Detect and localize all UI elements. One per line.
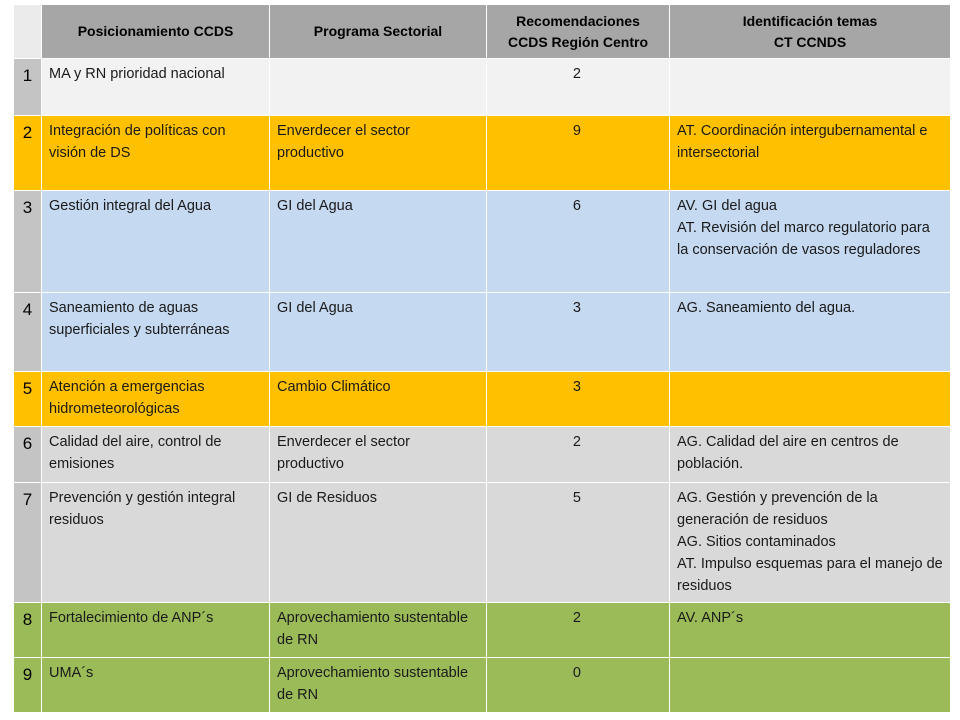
programa-cell: Cambio Climático (270, 372, 487, 427)
programa-cell: Enverdecer el sector productivo (270, 427, 487, 483)
posicionamiento-cell: Saneamiento de aguas superficiales y subterráneas (42, 293, 270, 372)
table-row (14, 603, 951, 658)
header-programa: Programa Sectorial (270, 5, 487, 59)
posicionamiento-cell: Gestión integral del Agua (42, 191, 270, 293)
row-number: 9 (14, 658, 42, 713)
temas-cell: AV. GI del agua AT. Revisión del marco regulatorio para la conservación de vasos reguladores (670, 191, 951, 293)
table-row (14, 293, 951, 372)
posicionamiento-cell: Atención a emergencias hidrometeorológicas (42, 372, 270, 427)
header-identificacion: Identificación temas CT CCNDS (670, 5, 951, 59)
temas-cell: AG. Gestión y prevención de la generación de residuos AG. Sitios contaminados AT. Impulso esquemas para el manejo de residuos (670, 483, 951, 603)
posicionamiento-cell: UMA´s (42, 658, 270, 713)
table-row (14, 658, 951, 713)
table-row (14, 372, 951, 427)
temas-cell: AV. ANP´s (670, 603, 951, 658)
temas-cell (670, 372, 951, 427)
recomendaciones-cell: 2 (487, 603, 670, 658)
temas-cell: AG. Saneamiento del agua. (670, 293, 951, 372)
posicionamiento-cell: Fortalecimiento de ANP´s (42, 603, 270, 658)
recomendaciones-cell: 6 (487, 191, 670, 293)
posicionamiento-cell: Prevención y gestión integral residuos (42, 483, 270, 603)
programa-cell (270, 59, 487, 116)
row-number: 6 (14, 427, 42, 483)
temas-cell (670, 658, 951, 713)
table-row (14, 191, 951, 293)
recomendaciones-cell: 2 (487, 427, 670, 483)
programa-cell: GI del Agua (270, 293, 487, 372)
header-corner-cell (14, 5, 42, 59)
row-number: 5 (14, 372, 42, 427)
table-row (14, 116, 951, 191)
ccds-table (13, 4, 951, 713)
posicionamiento-cell: Calidad del aire, control de emisiones (42, 427, 270, 483)
table-row (14, 427, 951, 483)
temas-cell (670, 59, 951, 116)
programa-cell: Aprovechamiento sustentable de RN (270, 658, 487, 713)
programa-cell: GI del Agua (270, 191, 487, 293)
programa-cell: GI de Residuos (270, 483, 487, 603)
programa-cell: Enverdecer el sector productivo (270, 116, 487, 191)
table-row (14, 483, 951, 603)
row-number: 3 (14, 191, 42, 293)
programa-cell: Aprovechamiento sustentable de RN (270, 603, 487, 658)
recomendaciones-cell: 3 (487, 372, 670, 427)
recomendaciones-cell: 9 (487, 116, 670, 191)
row-number: 8 (14, 603, 42, 658)
header-posicionamiento: Posicionamiento CCDS (42, 5, 270, 59)
row-number: 2 (14, 116, 42, 191)
posicionamiento-cell: MA y RN prioridad nacional (42, 59, 270, 116)
row-number: 1 (14, 59, 42, 116)
row-number: 4 (14, 293, 42, 372)
recomendaciones-cell: 2 (487, 59, 670, 116)
header-row (14, 5, 951, 59)
recomendaciones-cell: 0 (487, 658, 670, 713)
temas-cell: AG. Calidad del aire en centros de población. (670, 427, 951, 483)
temas-cell: AT. Coordinación intergubernamental e intersectorial (670, 116, 951, 191)
recomendaciones-cell: 5 (487, 483, 670, 603)
table-row (14, 59, 951, 116)
header-recomendaciones: Recomendaciones CCDS Región Centro (487, 5, 670, 59)
recomendaciones-cell: 3 (487, 293, 670, 372)
row-number: 7 (14, 483, 42, 603)
posicionamiento-cell: Integración de políticas con visión de DS (42, 116, 270, 191)
